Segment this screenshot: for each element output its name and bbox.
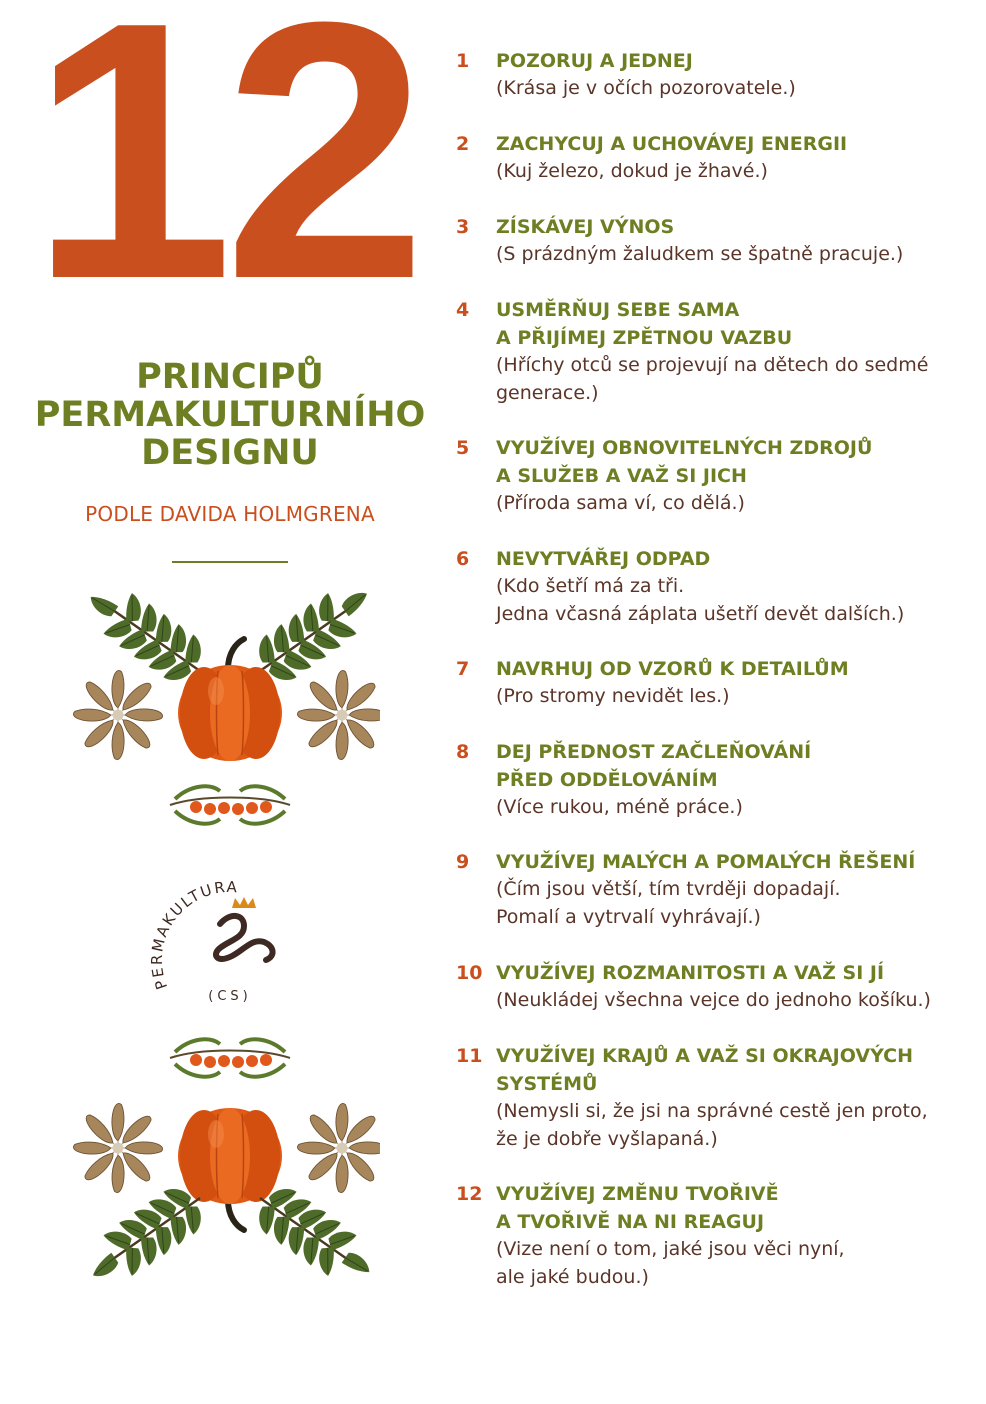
- principle-quote-line: že je dobře vyšlapaná.): [496, 1128, 718, 1150]
- principle-quote: [496, 682, 976, 710]
- root-cluster-icon: [297, 670, 380, 759]
- principle-number: 1: [456, 50, 470, 72]
- principle-number: 7: [456, 658, 470, 680]
- crown-icon: [232, 897, 256, 908]
- principle-heading-line: VYUŽÍVEJ ZMĚNU TVOŘIVĚ: [496, 1183, 779, 1205]
- principle-number: 12: [456, 1183, 483, 1205]
- principle-quote-line: Jedna včasná záplata ušetří devět dalších.): [496, 603, 905, 625]
- principle-quote-line: ale jaké budou.): [496, 1266, 649, 1288]
- principle-heading: [496, 656, 976, 684]
- principle-quote-line: (Pro stromy nevidět les.): [496, 685, 730, 707]
- principle-heading-line: A SLUŽEB A VAŽ SI JICH: [496, 464, 747, 487]
- principle-heading: [496, 1043, 976, 1098]
- principle-quote-line: (Krása je v očích pozorovatele.): [496, 77, 796, 99]
- principle-quote: [496, 489, 976, 517]
- principle-heading: [496, 546, 976, 574]
- principle-number: 9: [456, 851, 470, 873]
- principle-heading-line: NEVYTVÁŘEJ ODPAD: [496, 548, 711, 570]
- principle-number: 6: [456, 548, 470, 570]
- principle-heading-line: VYUŽÍVEJ ROZMANITOSTI A VAŽ SI JÍ: [496, 962, 885, 984]
- principle-heading-line: ZACHYCUJ A UCHOVÁVEJ ENERGII: [496, 133, 848, 155]
- principle-number: 2: [456, 133, 470, 155]
- principle-heading: [496, 960, 976, 988]
- root-cluster-icon: [297, 1103, 380, 1192]
- principle-quote-line: (Hříchy otců se projevují na dětech do sedmé: [496, 354, 929, 376]
- principle-number: 3: [456, 216, 470, 238]
- big-number: 12: [30, 0, 418, 355]
- principle-number: 5: [456, 437, 470, 459]
- principle-heading-line: ZÍSKÁVEJ VÝNOS: [496, 216, 675, 238]
- root-cluster-icon: [73, 1103, 162, 1192]
- principle-quote-line: (Příroda sama ví, co dělá.): [496, 492, 745, 514]
- principle-heading: [496, 435, 976, 490]
- principle-quote: [496, 572, 976, 628]
- principle-quote-line: (Více rukou, méně práce.): [496, 796, 743, 818]
- title-line: DESIGNU: [141, 433, 319, 473]
- poster-left-column: [0, 0, 440, 1404]
- principle-quote: [496, 1097, 976, 1153]
- principle-heading: [496, 297, 976, 352]
- principle-heading: [496, 214, 976, 242]
- principle-quote: [496, 986, 976, 1014]
- principle-number: 10: [456, 962, 483, 984]
- principle-quote-line: (Kdo šetří má za tři.: [496, 575, 685, 597]
- principle-quote-line: (S prázdným žaludkem se špatně pracuje.): [496, 243, 904, 265]
- principle-heading-line: PŘED ODDĚLOVÁNÍM: [496, 768, 718, 791]
- principle-number: 11: [456, 1045, 483, 1067]
- title-line: PRINCIPŮ: [136, 357, 324, 397]
- principle-quote-line: generace.): [496, 382, 599, 404]
- principle-heading-line: A PŘIJÍMEJ ZPĚTNOU VAZBU: [496, 326, 793, 349]
- principle-heading-line: A TVOŘIVĚ NA NI REAGUJ: [496, 1210, 765, 1233]
- logo-sub-text: (CS): [208, 989, 252, 1004]
- principle-heading-line: POZORUJ A JEDNEJ: [496, 50, 693, 72]
- principle-number: 4: [456, 299, 470, 321]
- principle-quote-line: (Nemysli si, že jsi na správné cestě jen proto,: [496, 1100, 928, 1122]
- principle-quote: [496, 793, 976, 821]
- principle-quote-line: (Čím jsou větší, tím tvrději dopadají.: [496, 878, 841, 900]
- principle-heading: [496, 1181, 976, 1236]
- principle-quote-line: Pomalí a vytrvalí vyhrávají.): [496, 906, 761, 928]
- principle-heading: [496, 849, 976, 877]
- principle-quote: [496, 240, 976, 268]
- title-line: PERMAKULTURNÍHO: [34, 395, 426, 435]
- svg-text:PERMAKULTURA: [148, 878, 239, 992]
- principle-heading: [496, 131, 976, 159]
- illustration-top: [70, 575, 380, 835]
- principle-quote-line: (Neukládej všechna vejce do jednoho košíku.): [496, 989, 931, 1011]
- illustration-bottom: [70, 1028, 380, 1288]
- root-cluster-icon: [73, 670, 162, 759]
- subtitle: PODLE DAVIDA HOLMGRENA: [85, 502, 375, 526]
- principle-quote: [496, 157, 976, 185]
- principle-heading: [496, 739, 976, 794]
- principle-number: 8: [456, 741, 470, 763]
- principle-quote: [496, 351, 976, 407]
- principle-heading: [496, 48, 976, 76]
- principle-quote: [496, 74, 976, 102]
- principle-heading-line: SYSTÉMŮ: [496, 1072, 598, 1095]
- principle-quote: [496, 1235, 976, 1291]
- page-title: [20, 358, 440, 472]
- logo-ring-text: PERMAKULTURA: [147, 877, 240, 992]
- berry-branch-icon: [170, 1039, 290, 1076]
- principle-quote-line: (Vize není o tom, jaké jsou věci nyní,: [496, 1238, 845, 1260]
- divider: [172, 561, 288, 563]
- principle-quote-line: (Kuj železo, dokud je žhavé.): [496, 160, 768, 182]
- principle-heading-line: VYUŽÍVEJ OBNOVITELNÝCH ZDROJŮ: [496, 437, 873, 459]
- principle-heading-line: VYUŽÍVEJ MALÝCH A POMALÝCH ŘEŠENÍ: [496, 851, 916, 873]
- principle-heading-line: VYUŽÍVEJ KRAJŮ A VAŽ SI OKRAJOVÝCH: [496, 1045, 914, 1067]
- principle-heading-line: USMĚRŇUJ SEBE SAMA: [496, 299, 740, 321]
- snake-icon: [216, 916, 273, 960]
- permakultura-logo: [140, 862, 320, 1012]
- principle-heading-line: DEJ PŘEDNOST ZAČLEŇOVÁNÍ: [496, 741, 812, 763]
- berry-branch-icon: [170, 786, 290, 823]
- principle-quote: [496, 875, 976, 931]
- principle-heading-line: NAVRHUJ OD VZORŮ K DETAILŮM: [496, 658, 849, 680]
